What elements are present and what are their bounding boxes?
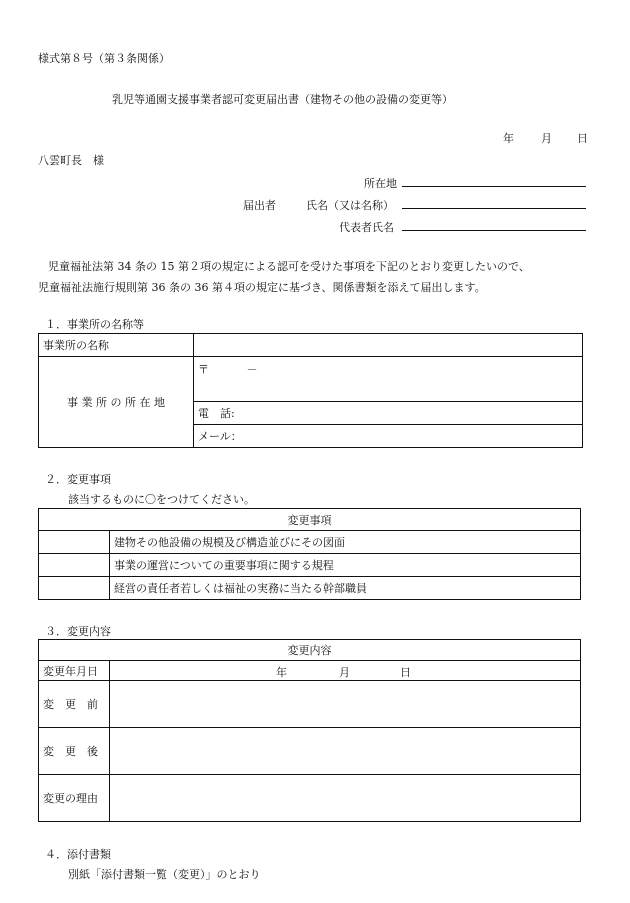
- facility-address-label: 事 業 所 の 所 在 地: [39, 357, 194, 448]
- date-day: 日: [577, 132, 588, 145]
- change-reason-cell[interactable]: [110, 775, 581, 822]
- section2-instruction: 該当するものに〇をつけてください。: [68, 493, 255, 506]
- facility-table: [38, 333, 583, 448]
- section3-heading: ３．変更内容: [45, 625, 111, 638]
- change-items-header: 変更事項: [39, 509, 581, 531]
- change-date-year: 年: [276, 666, 287, 679]
- postal-mark: 〒: [198, 363, 209, 376]
- facility-name-label: 事業所の名称: [39, 334, 194, 357]
- applicant-label: 届出者: [243, 199, 276, 212]
- change-item-2-label: 事業の運営についての重要事項に関する規程: [110, 554, 581, 577]
- change-item-1-label: 建物その他設備の規模及び構造並びにその図面: [110, 531, 581, 554]
- change-item-3-mark[interactable]: [39, 577, 110, 600]
- section1-heading: １．事業所の名称等: [45, 318, 144, 331]
- body-text-line-2: 児童福祉法施行規則第 36 条の 36 第４項の規定に基づき、関係書類を添えて届出します。: [38, 281, 486, 294]
- mail-cell[interactable]: メール：: [194, 425, 583, 448]
- attachments-text: 別紙「添付書類一覧（変更）」のとおり: [68, 868, 261, 881]
- body-text-line-1: 児童福祉法第 34 条の 15 第２項の規定による認可を受けた事項を下記のとおり変更したいので、: [48, 260, 530, 273]
- date-month: 月: [541, 132, 552, 145]
- postal-dash: －: [246, 363, 258, 376]
- representative-field[interactable]: [402, 218, 586, 231]
- change-date-day: 日: [400, 666, 411, 679]
- change-content-table: [38, 639, 581, 822]
- document-title: 乳児等通園支援事業者認可変更届出書（建物その他の設備の変更等）: [112, 93, 453, 106]
- change-before-cell[interactable]: [110, 681, 581, 728]
- change-date-month: 月: [339, 666, 350, 679]
- facility-name-cell[interactable]: [194, 334, 583, 357]
- change-item-2-mark[interactable]: [39, 554, 110, 577]
- change-after-cell[interactable]: [110, 728, 581, 775]
- section2-heading: ２．変更事項: [45, 473, 111, 486]
- change-item-3-label: 経営の責任者若しくは福祉の実務に当たる幹部職員: [110, 577, 581, 600]
- change-item-1-mark[interactable]: [39, 531, 110, 554]
- section4-heading: ４．添付書類: [45, 848, 111, 861]
- change-date-label: 変更年月日: [39, 661, 110, 681]
- name-label: 氏名（又は名称）: [306, 199, 394, 212]
- facility-address-cell[interactable]: [194, 357, 583, 402]
- date-year: 年: [503, 132, 514, 145]
- phone-cell[interactable]: 電 話:: [194, 402, 583, 425]
- change-items-table: [38, 508, 581, 600]
- change-before-label: 変 更 前: [39, 681, 110, 728]
- form-number: 様式第８号（第３条関係）: [38, 52, 170, 65]
- change-after-label: 変 更 後: [39, 728, 110, 775]
- representative-label: 代表者氏名: [339, 221, 394, 234]
- address-field[interactable]: [402, 174, 586, 187]
- change-reason-label: 変更の理由: [39, 775, 110, 822]
- change-date-cell[interactable]: [110, 661, 581, 681]
- name-field[interactable]: [402, 196, 586, 209]
- addressee: 八雲町長 様: [38, 154, 104, 167]
- change-content-header: 変更内容: [39, 640, 581, 661]
- address-label: 所在地: [364, 177, 397, 190]
